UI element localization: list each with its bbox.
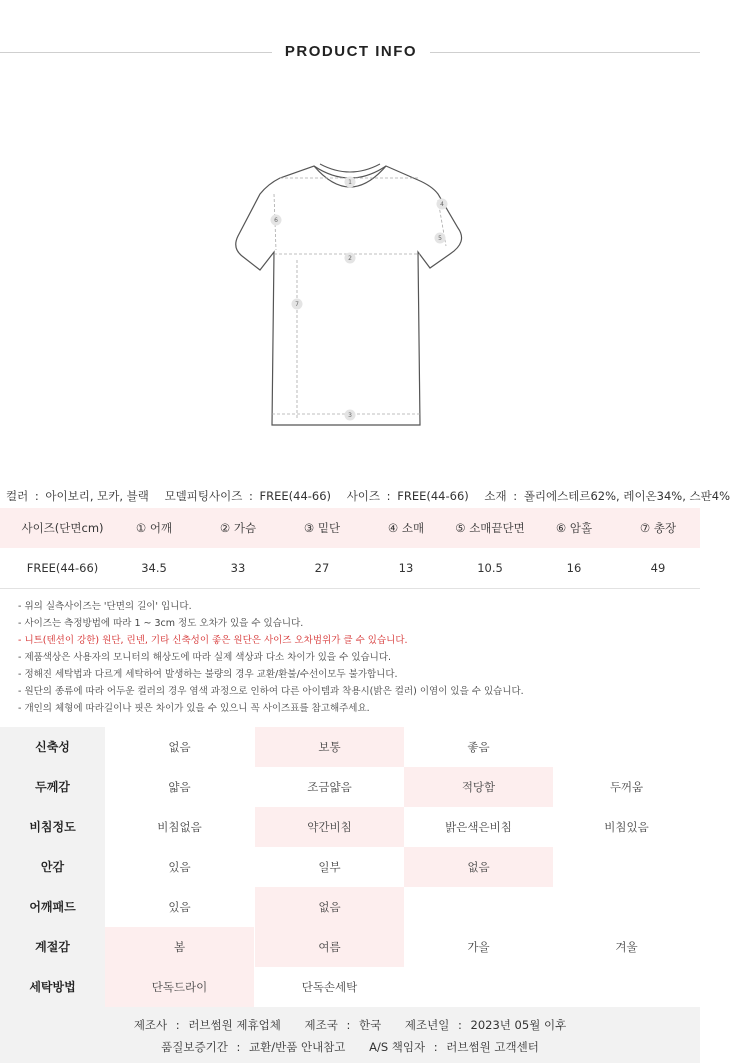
note-item-warning: - 니트(텐션이 강한) 원단, 린넨, 기타 신축성이 좋은 원단은 사이즈 오차범위가 클 수 있습니다. bbox=[18, 635, 408, 646]
property-option-selected: 여름 bbox=[255, 927, 404, 967]
property-option: 얇음 bbox=[168, 780, 191, 794]
size-header-cell: ① 어깨 bbox=[135, 521, 173, 535]
property-option: 비침없음 bbox=[157, 820, 202, 834]
footer-manufacturer: 제조사 : 러브썸원 제휴업체 bbox=[133, 1018, 281, 1032]
divider-right bbox=[430, 52, 700, 53]
svg-text:7: 7 bbox=[295, 301, 299, 308]
property-option-selected: 없음 bbox=[255, 887, 404, 927]
footer-country: 제조국 : 한국 bbox=[304, 1018, 382, 1032]
size-cell: 34.5 bbox=[141, 561, 167, 575]
svg-text:3: 3 bbox=[348, 412, 352, 419]
property-option: 단독손세탁 bbox=[301, 980, 358, 994]
size-notes bbox=[18, 598, 698, 717]
size-cell: 10.5 bbox=[477, 561, 503, 575]
spec-line bbox=[0, 488, 730, 504]
size-header-cell: ③ 밑단 bbox=[303, 521, 341, 535]
size-header-cell: ⑥ 암홀 bbox=[555, 521, 593, 535]
spec-model-size: 모델피팅사이즈 : FREE(44-66) bbox=[164, 489, 332, 503]
property-option: 일부 bbox=[318, 860, 341, 874]
property-label: 비침정도 bbox=[0, 807, 105, 847]
property-option: 좋음 bbox=[467, 740, 490, 754]
spec-size: 사이즈 : FREE(44-66) bbox=[346, 489, 469, 503]
property-option-selected: 약간비침 bbox=[255, 807, 404, 847]
property-label: 안감 bbox=[0, 847, 105, 887]
marker-5 bbox=[435, 233, 446, 244]
marker-4 bbox=[437, 199, 448, 210]
property-option: 있음 bbox=[168, 900, 191, 914]
property-row-shoulder-pad bbox=[0, 887, 700, 927]
property-option-selected: 봄 bbox=[105, 927, 254, 967]
svg-text:4: 4 bbox=[440, 201, 444, 208]
page-title: PRODUCT INFO bbox=[284, 43, 418, 60]
footer-warranty: 품질보증기간 : 교환/반품 안내참고 bbox=[161, 1040, 346, 1054]
size-cell: 27 bbox=[314, 561, 330, 575]
manufacturer-info bbox=[0, 1007, 700, 1063]
property-option-selected: 없음 bbox=[404, 847, 553, 887]
size-header-cell: ② 가슴 bbox=[219, 521, 257, 535]
property-label: 두께감 bbox=[0, 767, 105, 807]
property-row-sheerness bbox=[0, 807, 700, 847]
marker-3 bbox=[345, 410, 356, 421]
property-option: 비침있음 bbox=[604, 820, 649, 834]
marker-7 bbox=[292, 299, 303, 310]
svg-text:2: 2 bbox=[348, 255, 352, 262]
note-item: - 정해진 세탁법과 다르게 세탁하여 발생하는 불량의 경우 교환/환불/수선이모두 불가합니다. bbox=[18, 669, 398, 680]
size-cell: 13 bbox=[398, 561, 414, 575]
marker-2 bbox=[345, 253, 356, 264]
property-option: 가을 bbox=[467, 940, 490, 954]
footer-as-contact: A/S 책임자 : 러브썸원 고객센터 bbox=[369, 1040, 539, 1054]
property-option-selected: 보통 bbox=[255, 727, 404, 767]
size-cell: 49 bbox=[650, 561, 666, 575]
note-item: - 제품색상은 사용자의 모니터의 해상도에 따라 실제 색상과 다소 차이가 있을 수 있습니다. bbox=[18, 652, 392, 663]
size-header-cell: 사이즈(단면cm) bbox=[21, 521, 104, 535]
footer-date: 제조년일 : 2023년 05월 이후 bbox=[404, 1018, 567, 1032]
size-header-cell: ⑦ 총장 bbox=[639, 521, 677, 535]
spec-color: 컬러 : 아이보리, 모카, 블랙 bbox=[6, 489, 149, 503]
property-row-thickness bbox=[0, 767, 700, 807]
property-row-lining bbox=[0, 847, 700, 887]
note-item: - 사이즈는 측정방법에 따라 1 ~ 3cm 정도 오차가 있을 수 있습니다. bbox=[18, 618, 304, 629]
property-option: 조금얇음 bbox=[307, 780, 352, 794]
property-label: 어깨패드 bbox=[0, 887, 105, 927]
header bbox=[0, 0, 700, 105]
size-cell: FREE(44-66) bbox=[26, 561, 99, 575]
property-option: 두꺼움 bbox=[609, 780, 644, 794]
svg-text:1: 1 bbox=[348, 179, 352, 186]
property-row-washing bbox=[0, 967, 700, 1007]
property-option: 겨울 bbox=[615, 940, 638, 954]
property-label: 신축성 bbox=[0, 727, 105, 767]
property-option: 밝은색은비침 bbox=[445, 820, 512, 834]
size-table-header bbox=[0, 508, 700, 548]
note-item: - 원단의 종류에 따라 어두운 컬러의 경우 염색 과정으로 인하여 다른 아이템과 착용시(밝은 컬러) 이염이 있을 수 있습니다. bbox=[18, 686, 524, 697]
footer-row bbox=[0, 1017, 700, 1033]
size-table-row bbox=[0, 548, 700, 589]
divider-left bbox=[0, 52, 272, 53]
spec-material: 소재 : 폴리에스테르62%, 레이온34%, 스판4% bbox=[484, 489, 730, 503]
size-header-cell: ④ 소매 bbox=[387, 521, 425, 535]
size-cell: 16 bbox=[566, 561, 582, 575]
size-cell: 33 bbox=[230, 561, 246, 575]
marker-1 bbox=[345, 177, 356, 188]
property-label: 세탁방법 bbox=[0, 967, 105, 1007]
note-item: - 개인의 체형에 따라길이나 핏은 차이가 있을 수 있으니 꼭 사이즈표를 참고해주세요. bbox=[18, 703, 370, 714]
tshirt-measurement-illustration bbox=[220, 150, 480, 440]
size-header-cell: ⑤ 소매끝단면 bbox=[455, 521, 525, 535]
property-option: 없음 bbox=[168, 740, 191, 754]
property-option-selected: 단독드라이 bbox=[105, 967, 254, 1007]
property-option: 있음 bbox=[168, 860, 191, 874]
marker-6 bbox=[271, 215, 282, 226]
property-row-season bbox=[0, 927, 700, 967]
property-label: 계절감 bbox=[0, 927, 105, 967]
note-item: - 위의 실측사이즈는 '단면의 길이' 입니다. bbox=[18, 601, 192, 612]
svg-text:5: 5 bbox=[438, 235, 442, 242]
property-row-stretch bbox=[0, 727, 700, 767]
svg-text:6: 6 bbox=[274, 217, 278, 224]
footer-row bbox=[0, 1039, 700, 1055]
property-option-selected: 적당함 bbox=[404, 767, 553, 807]
